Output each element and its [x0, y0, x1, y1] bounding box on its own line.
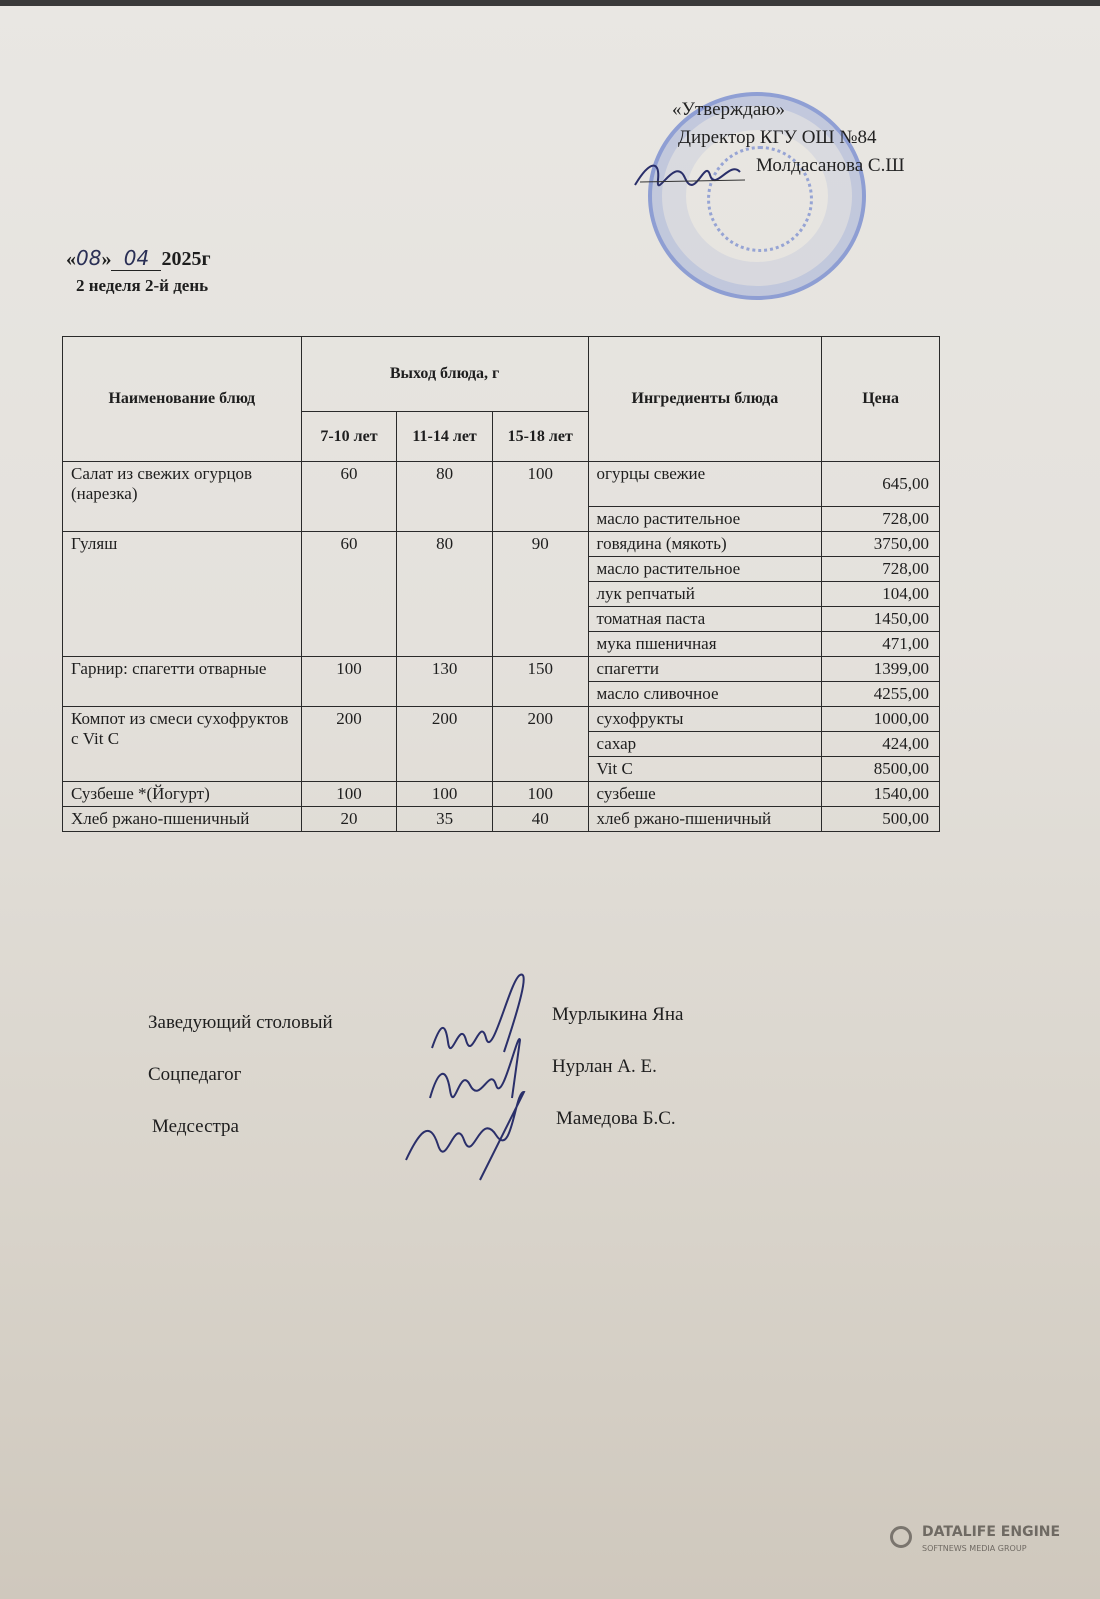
- staff-row: [148, 1108, 676, 1168]
- header-ingredients: Ингредиенты блюда: [588, 337, 822, 462]
- yield-7-10: 20: [301, 807, 397, 832]
- yield-15-18: 100: [492, 782, 588, 807]
- yield-7-10: 60: [301, 462, 397, 532]
- watermark-logo-icon: [890, 1526, 912, 1548]
- ingredient-price: 500,00: [822, 807, 940, 832]
- ingredient-name: лук репчатый: [588, 582, 822, 607]
- yield-15-18: 90: [492, 532, 588, 657]
- header-yield: Выход блюда, г: [301, 337, 588, 412]
- ingredient-name: хлеб ржано-пшеничный: [588, 807, 822, 832]
- yield-15-18: 150: [492, 657, 588, 707]
- ingredient-price: 1450,00: [822, 607, 940, 632]
- staff-name: Нурлан А. Е.: [552, 1056, 657, 1077]
- ingredient-name: масло сливочное: [588, 682, 822, 707]
- handwritten-signatures: [400, 970, 540, 1190]
- director-signature: [630, 150, 750, 194]
- ingredient-price: 4255,00: [822, 682, 940, 707]
- staff-name: Мурлыкина Яна: [552, 1004, 684, 1025]
- yield-15-18: 200: [492, 707, 588, 782]
- table-row: [63, 782, 940, 807]
- signature-3: [406, 1092, 524, 1180]
- ingredient-price: 1000,00: [822, 707, 940, 732]
- date-month: 04: [111, 246, 161, 271]
- photo-top-edge: [0, 0, 1100, 6]
- yield-7-10: 200: [301, 707, 397, 782]
- staff-row: [148, 1056, 657, 1116]
- ingredient-name: сузбеше: [588, 782, 822, 807]
- yield-15-18: 100: [492, 462, 588, 532]
- approval-title: «Утверждаю»: [672, 99, 785, 120]
- date-open-quote: «: [66, 248, 76, 270]
- staff-role: Медсестра: [152, 1116, 239, 1137]
- yield-11-14: 80: [397, 532, 493, 657]
- approval-position: Директор КГУ ОШ №84: [678, 127, 877, 148]
- ingredient-price: 1399,00: [822, 657, 940, 682]
- yield-11-14: 80: [397, 462, 493, 532]
- ingredient-name: сухофрукты: [588, 707, 822, 732]
- date-day: 08: [76, 246, 102, 270]
- ingredient-name: говядина (мякоть): [588, 532, 822, 557]
- ingredient-name: сахар: [588, 732, 822, 757]
- yield-11-14: 100: [397, 782, 493, 807]
- director-name: Молдасанова С.Ш: [756, 155, 905, 176]
- staff-name: Мамедова Б.С.: [556, 1108, 676, 1129]
- table-row: [63, 462, 940, 507]
- ingredient-price: 104,00: [822, 582, 940, 607]
- ingredient-price: 728,00: [822, 557, 940, 582]
- ingredient-price: 728,00: [822, 507, 940, 532]
- header-dish: Наименование блюд: [63, 337, 302, 462]
- signature-1: [432, 975, 524, 1052]
- staff-role: Заведующий столовый: [148, 1012, 333, 1033]
- yield-11-14: 130: [397, 657, 493, 707]
- ingredient-price: 3750,00: [822, 532, 940, 557]
- table-row: [63, 807, 940, 832]
- dish-name: Гарнир: спагетти отварные: [63, 657, 302, 707]
- ingredient-name: мука пшеничная: [588, 632, 822, 657]
- header-age-7-10: 7-10 лет: [301, 412, 397, 462]
- dish-name: Салат из свежих огурцов (нарезка): [63, 462, 302, 532]
- header-age-11-14: 11-14 лет: [397, 412, 493, 462]
- staff-role: Соцпедагог: [148, 1064, 242, 1085]
- dish-name: Гуляш: [63, 532, 302, 657]
- ingredient-price: 645,00: [822, 462, 940, 507]
- yield-7-10: 100: [301, 657, 397, 707]
- ingredient-price: 8500,00: [822, 757, 940, 782]
- watermark-title: DATALIFE ENGINE: [922, 1524, 1061, 1540]
- staff-row: [148, 1004, 684, 1064]
- ingredient-name: масло растительное: [588, 557, 822, 582]
- ingredient-name: Vit C: [588, 757, 822, 782]
- yield-15-18: 40: [492, 807, 588, 832]
- ingredient-name: томатная паста: [588, 607, 822, 632]
- table-row: [63, 532, 940, 557]
- header-price: Цена: [822, 337, 940, 462]
- date-close-quote: »: [101, 248, 112, 270]
- staff-signatures: [148, 1004, 684, 1168]
- week-day-label: 2 неделя 2-й день: [76, 276, 209, 295]
- document-date: [66, 246, 211, 271]
- ingredient-price: 1540,00: [822, 782, 940, 807]
- ingredient-name: спагетти: [588, 657, 822, 682]
- header-row: [63, 337, 940, 412]
- table-row: [63, 657, 940, 682]
- date-year: 2025г: [161, 248, 211, 270]
- ingredient-name: масло растительное: [588, 507, 822, 532]
- ingredient-price: 424,00: [822, 732, 940, 757]
- yield-7-10: 100: [301, 782, 397, 807]
- watermark-subtitle: SOFTNEWS MEDIA GROUP: [922, 1544, 1027, 1553]
- menu-table: [62, 336, 940, 832]
- dish-name: Компот из смеси сухофруктов с Vit C: [63, 707, 302, 782]
- header-age-15-18: 15-18 лет: [492, 412, 588, 462]
- table-row: [63, 707, 940, 732]
- yield-11-14: 200: [397, 707, 493, 782]
- yield-7-10: 60: [301, 532, 397, 657]
- ingredient-price: 471,00: [822, 632, 940, 657]
- yield-11-14: 35: [397, 807, 493, 832]
- ingredient-name: огурцы свежие: [588, 462, 822, 507]
- dish-name: Хлеб ржано-пшеничный: [63, 807, 302, 832]
- dish-name: Сузбеше *(Йогурт): [63, 782, 302, 807]
- signature-2: [430, 1039, 520, 1098]
